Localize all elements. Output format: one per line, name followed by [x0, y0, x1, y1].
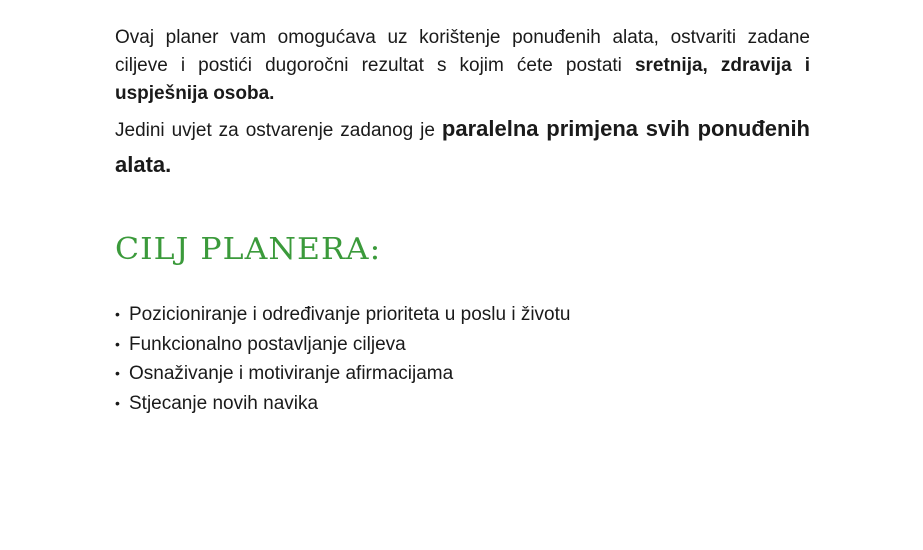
planner-page — [115, 0, 810, 550]
goal-text: Pozicioniranje i određivanje prioriteta u poslu i životu — [129, 304, 571, 325]
goals-list — [115, 300, 570, 418]
condition-text: Jedini uvjet za ostvarenje zadanog je — [115, 120, 442, 141]
bullet-icon: • — [115, 365, 120, 381]
goal-text: Funkcionalno postavljanje ciljeva — [129, 333, 406, 355]
condition-emphasis: paralelna primjena svih ponuđenih alata. — [115, 116, 810, 177]
bullet-icon: • — [115, 335, 120, 352]
goal-item — [115, 300, 570, 330]
goal-item — [115, 359, 570, 389]
goal-text: Osnaživanje i motiviranje afirmacijama — [129, 363, 454, 384]
intro-paragraph — [115, 24, 810, 108]
goal-item — [115, 389, 570, 419]
intro-emphasis: sretnija, zdravija i uspješnija osoba. — [115, 55, 810, 104]
bullet-icon: • — [115, 394, 120, 411]
goal-item — [115, 330, 570, 360]
bullet-icon: • — [115, 306, 120, 322]
section-heading: CILJ PLANERA: — [115, 232, 382, 267]
goal-text: Stjecanje novih navika — [129, 392, 319, 414]
intro-text: Ovaj planer vam omogućava uz korištenje ponuđenih alata, ostvariti zadane ciljeve i postići dugoročni rezultat s kojim ćete postati — [115, 27, 810, 76]
condition-paragraph — [115, 112, 810, 184]
